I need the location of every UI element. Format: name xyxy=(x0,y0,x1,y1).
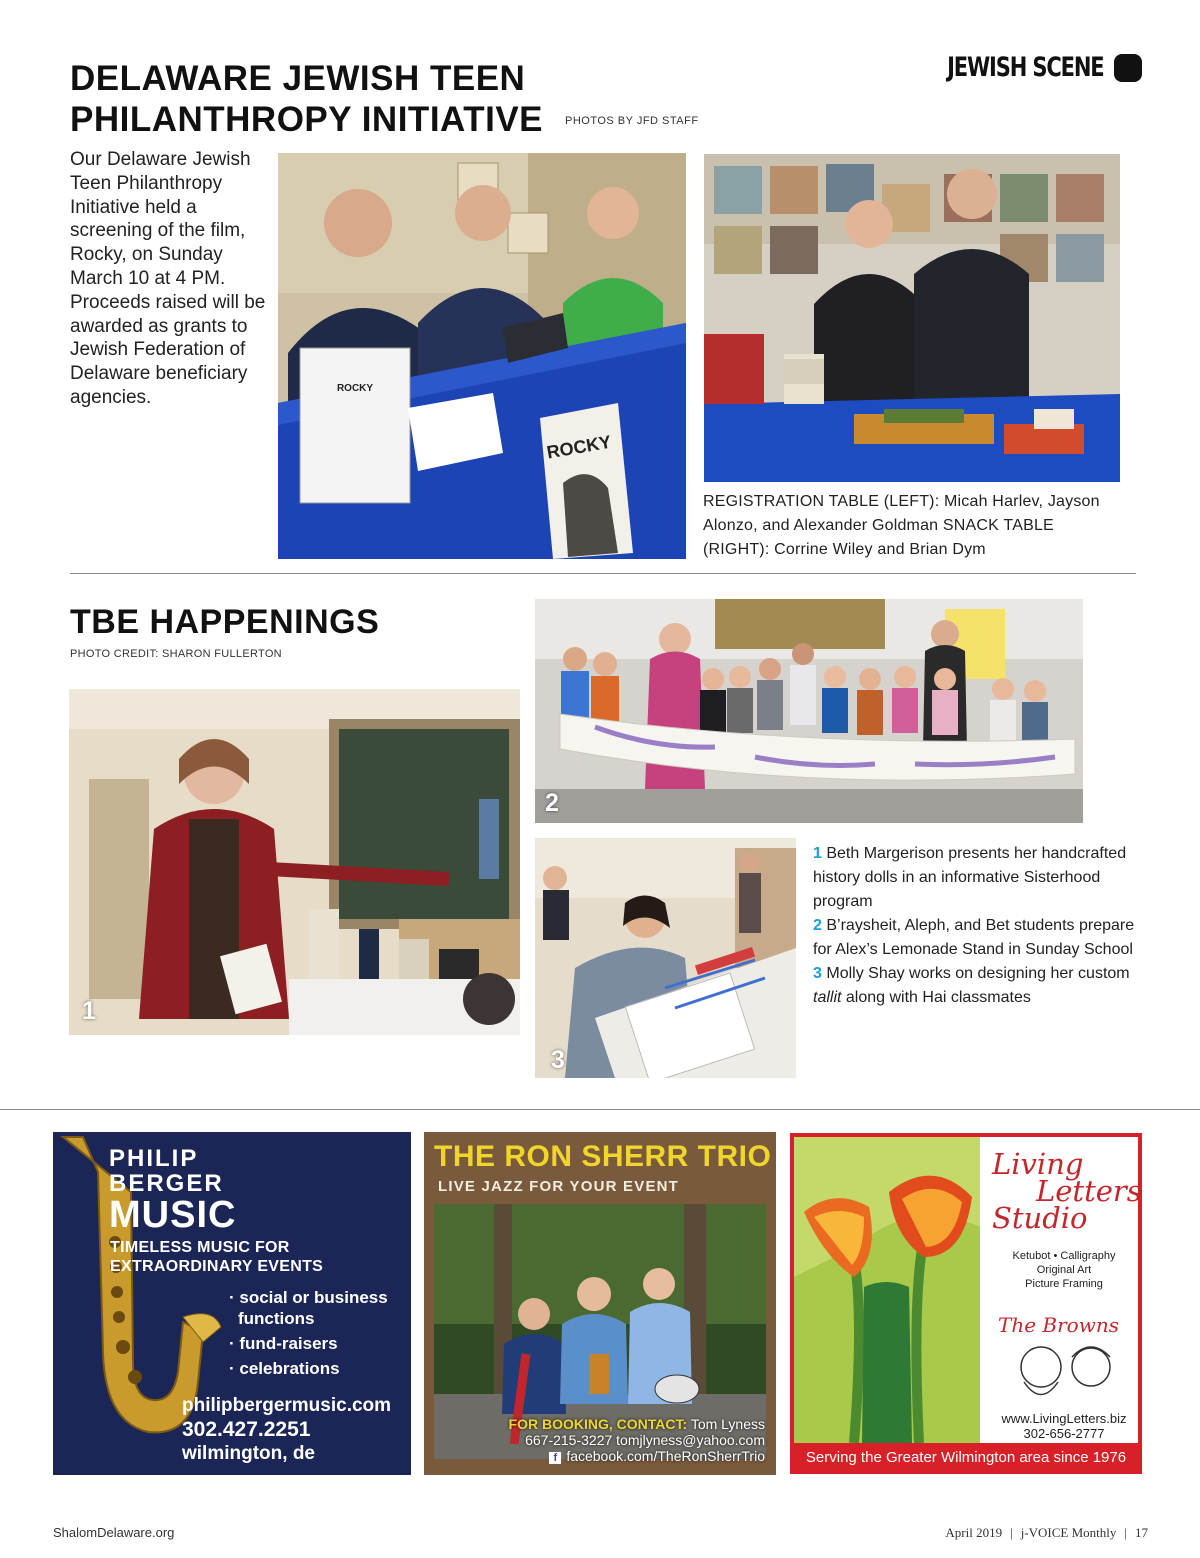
facebook-icon: f xyxy=(549,1452,561,1464)
photo-number-3: 3 xyxy=(551,1046,565,1074)
philip-services xyxy=(229,1287,388,1383)
calla-lily-art xyxy=(794,1137,980,1443)
photo-kids-banner xyxy=(535,599,1083,823)
ron-contact xyxy=(509,1416,765,1464)
page-title xyxy=(70,58,543,140)
ron-subtitle: LIVE JAZZ FOR YOUR EVENT xyxy=(438,1178,680,1195)
philip-service-2: functions xyxy=(238,1309,315,1328)
living-footer: Serving the Greater Wilmington area since 1976 xyxy=(805,1449,1127,1466)
philip-tagline xyxy=(110,1238,323,1276)
philip-phone[interactable]: 302.427.2251 xyxy=(182,1418,311,1441)
living-logo-1: Living xyxy=(992,1147,1084,1181)
photo-credit: PHOTOS BY JFD STAFF xyxy=(565,115,699,127)
ad-ron-sherr-trio[interactable] xyxy=(424,1132,776,1475)
tbe-captions xyxy=(813,842,1143,1010)
poster-text: ROCKY xyxy=(545,431,613,463)
living-inner xyxy=(794,1137,1142,1443)
philip-service-4: · celebrations xyxy=(229,1359,340,1378)
philip-website[interactable]: philipbergermusic.com xyxy=(182,1395,392,1416)
living-contact xyxy=(990,1411,1138,1441)
philip-service-1: · social or business xyxy=(229,1288,388,1307)
footer-site[interactable]: ShalomDelaware.org xyxy=(53,1525,175,1540)
footer-issue: April 2019 xyxy=(945,1525,1003,1540)
footer-page-number: 17 xyxy=(1135,1525,1148,1540)
photo-tallit-design xyxy=(535,838,796,1078)
ron-booking-line xyxy=(509,1416,765,1432)
caption-text-1: Beth Margerison presents her handcrafted history dolls in an informative Sisterhood program xyxy=(813,845,1127,910)
ron-contact-name: Tom Lyness xyxy=(690,1416,765,1432)
living-services xyxy=(990,1249,1138,1291)
philip-tagline-1: TIMELESS MUSIC FOR xyxy=(110,1239,290,1256)
philip-service-3: · fund-raisers xyxy=(229,1334,338,1353)
sign-text: ROCKY xyxy=(336,383,374,394)
ron-facebook[interactable]: facebook.com/TheRonSherrTrio xyxy=(566,1448,765,1464)
photo-caption: REGISTRATION TABLE (LEFT): Micah Harlev, Jayson Alonzo, and Alexander Goldman SNACK TABLE (RIGHT): Corrine Wiley and Brian Dym xyxy=(703,493,1100,558)
caption-text-3a: Molly Shay works on designing her custom xyxy=(826,965,1130,982)
caption-text-2: B’raysheit, Aleph, and Bet students prepare for Alex’s Lemonade Stand in Sunday School xyxy=(813,917,1135,958)
photo-number-2: 2 xyxy=(545,789,559,817)
caption-number-2: 2 xyxy=(813,917,822,934)
footer-separator-1: | xyxy=(1010,1525,1013,1540)
philip-line-3: MUSIC xyxy=(109,1194,237,1236)
caption-text-3-italic: tallit xyxy=(813,989,842,1006)
ron-booking-label: FOR BOOKING, CONTACT: xyxy=(508,1416,688,1432)
living-website[interactable]: www.LivingLetters.biz xyxy=(1001,1411,1127,1426)
living-logo-3: Studio xyxy=(992,1201,1088,1235)
section-tag-text: JEWISH SCENE xyxy=(947,52,1104,83)
living-phone[interactable]: 302-656-2777 xyxy=(1023,1426,1105,1441)
ads-divider xyxy=(0,1109,1200,1110)
caption-item-2 xyxy=(813,914,1143,962)
section-divider xyxy=(70,573,1136,574)
philip-berger-title xyxy=(109,1146,236,1234)
photo-credit-2: PHOTO CREDIT: SHARON FULLERTON xyxy=(70,648,282,660)
title-line-1: DELAWARE JEWISH TEEN xyxy=(70,59,526,98)
caption-number-1: 1 xyxy=(813,845,822,862)
photo-doll-presentation xyxy=(69,689,520,1035)
photo-registration-table xyxy=(278,153,686,559)
philip-line-1: PHILIP xyxy=(109,1145,199,1172)
living-logo-2: Letters xyxy=(1036,1174,1142,1208)
article-body: Our Delaware Jewish Teen Philanthropy Initiative held a screening of the film, Rocky, on Sunday March 10 at 4 PM. Proceeds raised will be awarded as grants to Jewish Federation of Delaware beneficiary agencies. xyxy=(70,149,266,408)
ad-living-letters-studio[interactable] xyxy=(790,1133,1142,1474)
caption-text-3b: along with Hai classmates xyxy=(841,989,1031,1006)
ron-title: THE RON SHERR TRIO xyxy=(434,1140,772,1173)
footer-publication: j-VOICE Monthly xyxy=(1020,1525,1117,1540)
caption-item-1 xyxy=(813,842,1143,914)
caption-number-3: 3 xyxy=(813,965,822,982)
title-line-2: PHILANTHROPY INITIATIVE xyxy=(70,100,544,139)
ad-philip-berger-music[interactable] xyxy=(53,1132,411,1475)
section-title: TBE HAPPENINGS xyxy=(70,603,380,641)
ron-facebook-line[interactable] xyxy=(509,1448,765,1464)
photo-number-1: 1 xyxy=(82,997,96,1025)
section-tag xyxy=(903,52,1142,83)
living-browns: The Browns xyxy=(998,1313,1119,1337)
philip-city: wilmington, de xyxy=(182,1443,315,1464)
living-services-3: Picture Framing xyxy=(1025,1278,1103,1290)
philip-tagline-2: EXTRAORDINARY EVENTS xyxy=(110,1258,324,1275)
living-services-2: Original Art xyxy=(1036,1264,1092,1276)
photo-snack-table xyxy=(704,154,1120,482)
footer-separator-2: | xyxy=(1124,1525,1127,1540)
living-services-1: Ketubot • Calligraphy xyxy=(1012,1250,1116,1262)
portrait-sketch-icon xyxy=(1006,1337,1126,1409)
philip-contact xyxy=(182,1394,391,1466)
philip-line-2: BERGER xyxy=(109,1170,224,1197)
living-logo xyxy=(992,1147,1142,1235)
footer-issue-info xyxy=(945,1525,1148,1541)
section-tag-block-icon xyxy=(1114,54,1142,82)
caption-item-3 xyxy=(813,962,1143,1010)
ron-phone-email[interactable]: 667-215-3227 tomjlyness@yahoo.com xyxy=(525,1432,765,1448)
